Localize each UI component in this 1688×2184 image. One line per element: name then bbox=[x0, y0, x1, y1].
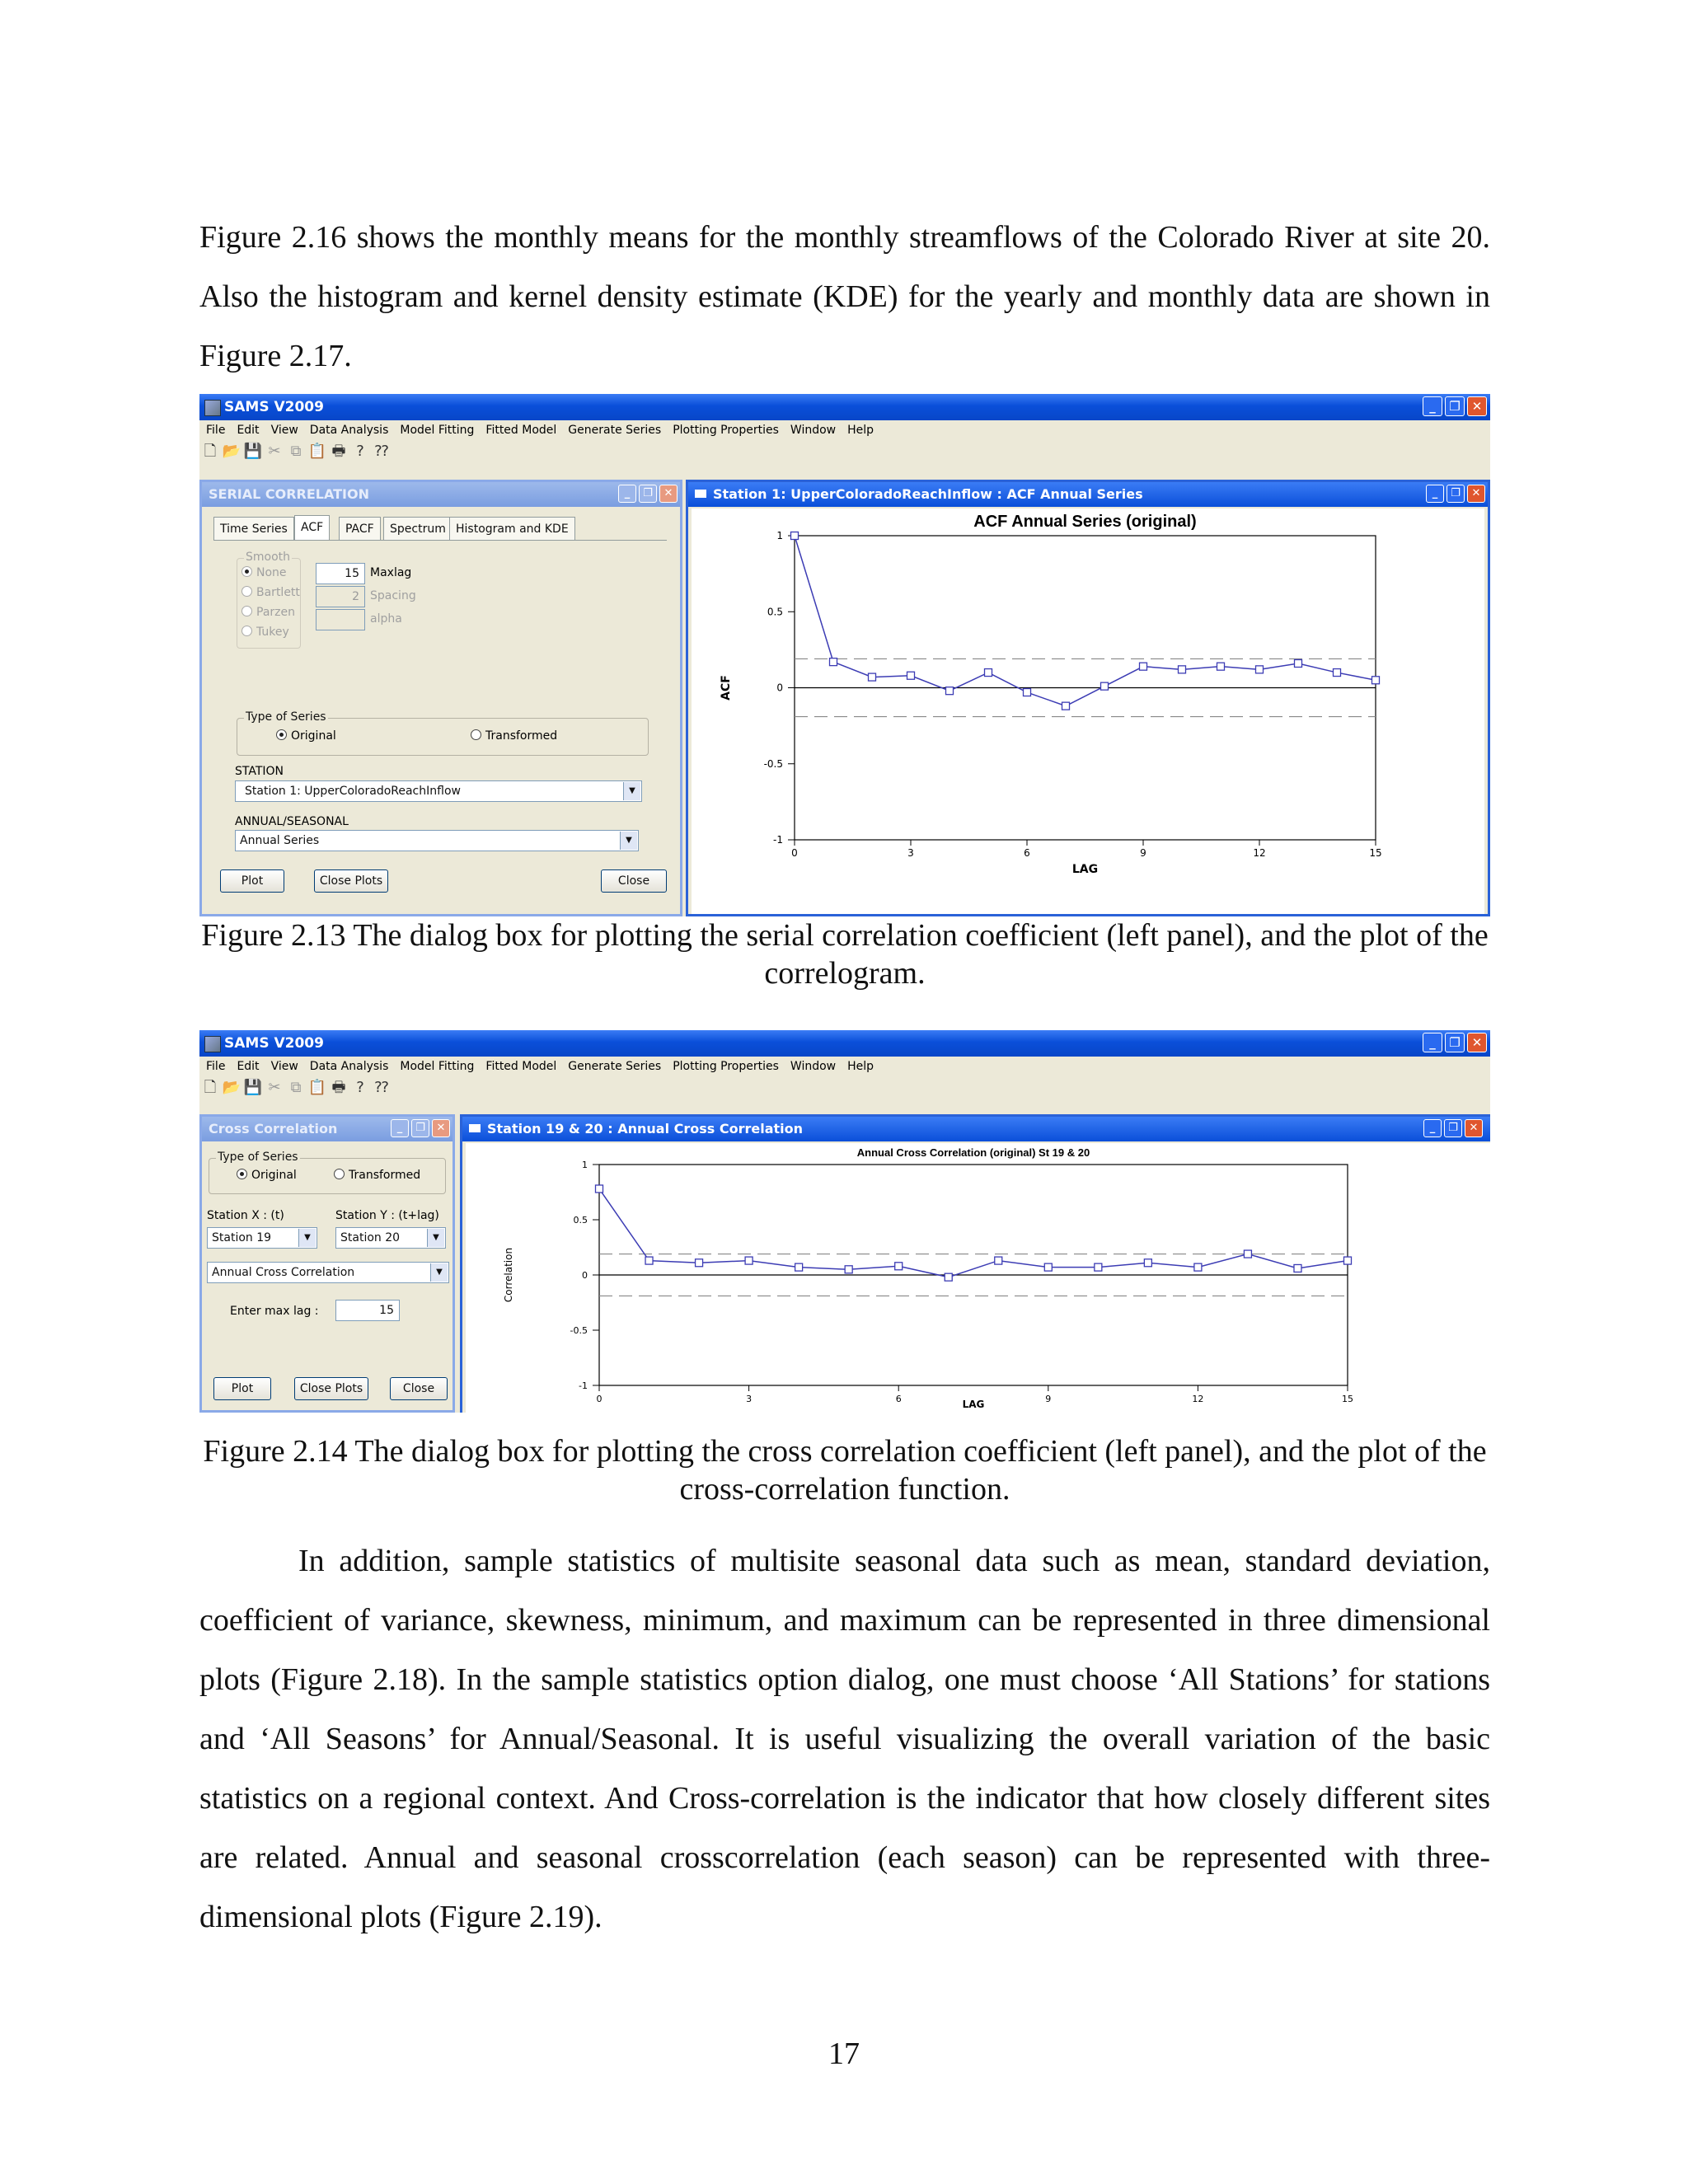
y-tick-label: -0.5 bbox=[763, 757, 783, 770]
dialog-title: SERIAL CORRELATION bbox=[209, 486, 369, 502]
x-tick-label: 6 bbox=[1024, 847, 1030, 859]
app-title: SAMS V2009 bbox=[224, 1035, 324, 1052]
tab-spectrum[interactable]: Spectrum bbox=[383, 517, 452, 540]
app-titlebar bbox=[199, 394, 1490, 420]
paste-icon[interactable]: 📋 bbox=[307, 443, 327, 460]
save-icon[interactable]: 💾 bbox=[243, 1079, 263, 1096]
cut-icon[interactable]: ✂ bbox=[268, 1079, 281, 1096]
chart-title: ACF Annual Series (original) bbox=[973, 513, 1197, 531]
menu-generate-series[interactable]: Generate Series bbox=[568, 1060, 662, 1073]
acf-chart-area bbox=[692, 509, 1484, 914]
alpha-input[interactable] bbox=[316, 609, 365, 630]
menu-model-fitting[interactable]: Model Fitting bbox=[400, 1060, 475, 1073]
transformed-label: Transformed bbox=[485, 729, 558, 743]
type-of-series-label: Type of Series bbox=[246, 710, 326, 724]
smooth-tukey-radio[interactable] bbox=[241, 626, 289, 639]
x-tick-label: 3 bbox=[907, 847, 914, 859]
dialog-title: Cross Correlation bbox=[209, 1121, 338, 1137]
data-point bbox=[1101, 682, 1109, 690]
close-icon[interactable]: ✕ bbox=[1467, 485, 1485, 503]
dialog-tabs bbox=[213, 517, 667, 541]
menu-fitted-model[interactable]: Fitted Model bbox=[485, 1060, 557, 1073]
restore-icon[interactable]: ❐ bbox=[639, 485, 657, 503]
y-tick-label: 1 bbox=[776, 530, 783, 541]
paragraph-statistics: In addition, sample statistics of multisite seasonal data such as mean, standard deviation, coefficient of variance, skewness, minimum, and maximum can be represented in three dimensional plots (Figure 2.18). In the sample statistics option dialog, one must choose ‘All Stations’ for stations and ‘All Seasons’ for Annual/Seasonal. It is useful visualizing the overall variation of the basic statistics on a regional context. And Cross-correlation is the indicator that how closely different sites are related. Annual and seasonal crosscorrelation (each season) can be represented with three-dimensional plots (Figure 2.19). bbox=[199, 1544, 1490, 1934]
cross-correlation-chart bbox=[466, 1143, 1490, 1413]
data-point bbox=[1294, 1264, 1301, 1272]
season-select[interactable] bbox=[235, 830, 639, 851]
data-point bbox=[795, 1263, 803, 1271]
acf-plot-window bbox=[686, 480, 1490, 916]
cross-correlation-chart-area bbox=[466, 1143, 1490, 1413]
x-tick-label: 15 bbox=[1369, 847, 1382, 859]
menu-data-analysis[interactable]: Data Analysis bbox=[309, 1060, 389, 1073]
series-select-value: Annual Cross Correlation bbox=[212, 1266, 355, 1279]
restore-icon[interactable]: ❐ bbox=[411, 1119, 429, 1137]
page-number: 17 bbox=[828, 2036, 860, 2071]
print-icon[interactable]: 🖶 bbox=[331, 443, 346, 460]
menu-fitted-model[interactable]: Fitted Model bbox=[485, 424, 557, 437]
new-file-icon[interactable]: 🗋 bbox=[204, 1079, 217, 1096]
chevron-down-icon[interactable]: ▼ bbox=[620, 832, 637, 850]
data-point bbox=[907, 672, 915, 679]
chevron-down-icon[interactable]: ▼ bbox=[623, 782, 640, 800]
menu-help[interactable]: Help bbox=[847, 424, 874, 437]
context-help-icon[interactable]: ⁇ bbox=[374, 443, 389, 460]
tab-time-series[interactable]: Time Series bbox=[213, 517, 294, 540]
close-button[interactable]: Close bbox=[390, 1377, 448, 1400]
y-tick-label: 1 bbox=[582, 1160, 588, 1170]
app-title: SAMS V2009 bbox=[224, 399, 324, 415]
y-tick-label: -1 bbox=[579, 1380, 588, 1391]
data-point bbox=[1256, 666, 1264, 673]
tab-divider bbox=[213, 540, 667, 541]
close-icon[interactable]: ✕ bbox=[1467, 1033, 1487, 1052]
close-button[interactable]: Close bbox=[601, 869, 667, 893]
data-point bbox=[1044, 1263, 1052, 1271]
x-axis-label: LAG bbox=[1071, 863, 1099, 876]
menu-plotting-properties[interactable]: Plotting Properties bbox=[673, 424, 779, 437]
data-point bbox=[946, 687, 954, 695]
x-tick-label: 12 bbox=[1253, 847, 1266, 859]
x-tick-label: 6 bbox=[895, 1394, 902, 1404]
window-icon bbox=[469, 1124, 481, 1132]
y-tick-label: -0.5 bbox=[570, 1325, 588, 1336]
window-icon bbox=[695, 490, 706, 498]
app-titlebar bbox=[199, 1030, 1490, 1057]
y-tick-label: 0 bbox=[776, 682, 783, 694]
original-label: Original bbox=[251, 1169, 297, 1182]
open-folder-icon[interactable]: 📂 bbox=[222, 443, 241, 460]
data-point bbox=[645, 1257, 653, 1264]
menu-help[interactable]: Help bbox=[847, 1060, 874, 1073]
smooth-bartlett-label: Bartlett bbox=[256, 586, 300, 599]
x-tick-label: 9 bbox=[1140, 847, 1146, 859]
menu-window[interactable]: Window bbox=[790, 1060, 837, 1073]
x-tick-label: 15 bbox=[1342, 1394, 1353, 1404]
toolbar bbox=[199, 1076, 1490, 1099]
print-icon[interactable]: 🖶 bbox=[331, 1079, 346, 1096]
data-point bbox=[1295, 659, 1302, 667]
paragraph-intro: Figure 2.16 shows the monthly means for the monthly streamflows of the Colorado River at site 20. Also the histogram and kernel density estimate (KDE) for the yearly and monthly data are shown in Figure 2.17. bbox=[199, 220, 1490, 373]
menu-model-fitting[interactable]: Model Fitting bbox=[400, 424, 475, 437]
app-icon bbox=[204, 400, 221, 416]
menu-view[interactable]: View bbox=[270, 424, 298, 437]
new-file-icon[interactable]: 🗋 bbox=[204, 443, 217, 460]
menu-data-analysis[interactable]: Data Analysis bbox=[309, 424, 389, 437]
maxlag-label: Maxlag bbox=[370, 566, 412, 579]
x-tick-label: 9 bbox=[1045, 1394, 1052, 1404]
smooth-tukey-label: Tukey bbox=[256, 626, 289, 639]
menu-edit[interactable]: Edit bbox=[237, 424, 260, 437]
app-icon bbox=[204, 1036, 221, 1052]
station-select[interactable] bbox=[235, 780, 642, 802]
original-label: Original bbox=[291, 729, 336, 743]
smooth-none-radio[interactable] bbox=[241, 566, 287, 579]
data-point bbox=[995, 1257, 1002, 1264]
chevron-down-icon[interactable]: ▼ bbox=[430, 1263, 448, 1282]
station-x-select[interactable] bbox=[207, 1227, 317, 1249]
y-tick-label: -1 bbox=[773, 834, 783, 846]
minimize-icon[interactable]: _ bbox=[1423, 1033, 1442, 1052]
help-icon[interactable]: ? bbox=[356, 443, 364, 460]
smooth-parzen-label: Parzen bbox=[256, 606, 295, 619]
serial-correlation-dialog bbox=[199, 480, 682, 916]
menu-window[interactable]: Window bbox=[790, 424, 837, 437]
station-y-select[interactable] bbox=[335, 1227, 446, 1249]
y-tick-label: 0.5 bbox=[767, 606, 783, 618]
transformed-label: Transformed bbox=[349, 1169, 421, 1182]
y-axis-label: ACF bbox=[720, 675, 733, 701]
menubar bbox=[199, 420, 1490, 440]
annual-seasonal-label: ANNUAL/SEASONAL bbox=[235, 815, 349, 828]
alpha-label: alpha bbox=[370, 612, 402, 626]
data-point bbox=[1024, 689, 1031, 696]
data-point bbox=[1179, 666, 1186, 673]
x-tick-label: 3 bbox=[746, 1394, 753, 1404]
x-tick-label: 12 bbox=[1192, 1394, 1204, 1404]
smooth-none-label: None bbox=[256, 566, 287, 579]
close-icon[interactable]: ✕ bbox=[1465, 1119, 1483, 1137]
cut-icon[interactable]: ✂ bbox=[268, 443, 281, 460]
plot-window-title: Station 1: UpperColoradoReachInflow : ACF Annual Series bbox=[713, 486, 1143, 502]
transformed-radio[interactable] bbox=[471, 729, 557, 743]
data-point bbox=[696, 1259, 703, 1267]
station-select-value: Station 1: UpperColoradoReachInflow bbox=[245, 785, 461, 798]
toolbar bbox=[199, 440, 1490, 463]
data-point bbox=[869, 673, 876, 681]
spacing-input[interactable]: 2 bbox=[316, 586, 365, 607]
minimize-icon[interactable]: _ bbox=[1423, 396, 1442, 416]
season-select-value: Annual Series bbox=[240, 834, 320, 847]
transformed-radio[interactable] bbox=[334, 1169, 420, 1182]
chevron-down-icon[interactable]: ▼ bbox=[427, 1229, 444, 1247]
data-point bbox=[791, 532, 799, 540]
data-point bbox=[1334, 669, 1341, 677]
type-of-series-label: Type of Series bbox=[218, 1151, 298, 1164]
minimize-icon[interactable]: _ bbox=[1423, 1119, 1442, 1137]
data-point bbox=[1140, 663, 1147, 670]
open-folder-icon[interactable]: 📂 bbox=[222, 1079, 241, 1096]
minimize-icon[interactable]: _ bbox=[391, 1119, 409, 1137]
station-x-label: Station X : (t) bbox=[207, 1209, 284, 1222]
close-icon[interactable]: ✕ bbox=[432, 1119, 450, 1137]
close-icon[interactable]: ✕ bbox=[659, 485, 678, 503]
chevron-down-icon[interactable]: ▼ bbox=[298, 1229, 316, 1247]
help-icon[interactable]: ? bbox=[356, 1079, 364, 1096]
data-point bbox=[1217, 663, 1225, 670]
save-icon[interactable]: 💾 bbox=[243, 443, 263, 460]
tab-histogram-kde[interactable]: Histogram and KDE bbox=[449, 517, 575, 540]
data-point bbox=[745, 1257, 753, 1264]
x-axis-label: LAG bbox=[962, 1399, 985, 1410]
maxlag-input[interactable]: 15 bbox=[316, 563, 365, 584]
data-point bbox=[1244, 1250, 1251, 1258]
series-line bbox=[795, 536, 1376, 706]
tab-pacf[interactable]: PACF bbox=[339, 517, 381, 540]
screenshot-serial-correlation bbox=[199, 394, 1490, 916]
smooth-bartlett-radio[interactable] bbox=[241, 586, 300, 599]
y-tick-label: 0.5 bbox=[573, 1215, 588, 1226]
menu-edit[interactable]: Edit bbox=[237, 1060, 260, 1073]
menu-generate-series[interactable]: Generate Series bbox=[568, 424, 662, 437]
restore-icon[interactable]: ❐ bbox=[1445, 1033, 1465, 1052]
data-point bbox=[895, 1263, 903, 1270]
data-point bbox=[1144, 1259, 1151, 1267]
data-point bbox=[596, 1185, 603, 1193]
cross-correlation-dialog bbox=[199, 1114, 455, 1413]
figure-caption-2-13: Figure 2.13 The dialog box for plotting the serial correlation coefficient (left panel), and the plot of the correlogram. bbox=[201, 918, 1489, 991]
restore-icon[interactable]: ❐ bbox=[1444, 1119, 1462, 1137]
data-point bbox=[845, 1266, 852, 1273]
spacing-label: Spacing bbox=[370, 589, 416, 602]
menu-view[interactable]: View bbox=[270, 1060, 298, 1073]
close-plots-button[interactable]: Close Plots bbox=[314, 869, 388, 893]
original-radio[interactable] bbox=[276, 729, 336, 743]
plot-window-titlebar bbox=[462, 1117, 1490, 1141]
series-select[interactable] bbox=[207, 1262, 449, 1283]
y-tick-label: 0 bbox=[582, 1270, 588, 1281]
data-point bbox=[985, 669, 992, 677]
station-y-value: Station 20 bbox=[340, 1231, 401, 1244]
smooth-group-label: Smooth bbox=[246, 551, 291, 564]
context-help-icon[interactable]: ⁇ bbox=[374, 1079, 389, 1096]
cross-correlation-plot-window bbox=[460, 1114, 1490, 1413]
data-point bbox=[1062, 702, 1070, 710]
data-point bbox=[1344, 1257, 1352, 1264]
chart-title: Annual Cross Correlation (original) St 19 & 20 bbox=[856, 1146, 1090, 1159]
series-line bbox=[599, 1188, 1348, 1277]
minimize-icon[interactable]: _ bbox=[1426, 485, 1444, 503]
plot-button[interactable]: Plot bbox=[213, 1377, 271, 1400]
data-point bbox=[1194, 1263, 1202, 1271]
station-y-label: Station Y : (t+lag) bbox=[335, 1209, 439, 1222]
screenshot-cross-correlation bbox=[199, 1030, 1490, 1413]
tab-acf[interactable]: ACF bbox=[294, 515, 330, 540]
menu-plotting-properties[interactable]: Plotting Properties bbox=[673, 1060, 779, 1073]
copy-icon[interactable]: ⧉ bbox=[290, 443, 302, 460]
data-point bbox=[830, 658, 837, 666]
x-tick-label: 0 bbox=[791, 847, 798, 859]
y-axis-label: Correlation bbox=[503, 1247, 514, 1303]
close-plots-button[interactable]: Close Plots bbox=[294, 1377, 368, 1400]
x-tick-label: 0 bbox=[596, 1394, 603, 1404]
menu-file[interactable]: File bbox=[206, 1060, 226, 1073]
dialog-titlebar bbox=[202, 1117, 452, 1141]
original-radio[interactable] bbox=[237, 1169, 297, 1182]
station-x-value: Station 19 bbox=[212, 1231, 272, 1244]
max-lag-input[interactable]: 15 bbox=[335, 1300, 400, 1321]
data-point bbox=[1372, 677, 1380, 684]
smooth-parzen-radio[interactable] bbox=[241, 606, 295, 619]
restore-icon[interactable]: ❐ bbox=[1447, 485, 1465, 503]
figure-caption-2-14: Figure 2.14 The dialog box for plotting the cross correlation coefficient (left panel), and the plot of the cross-correlation function. bbox=[203, 1434, 1487, 1507]
plot-button[interactable]: Plot bbox=[220, 869, 284, 893]
max-lag-label: Enter max lag : bbox=[230, 1305, 319, 1318]
data-point bbox=[945, 1273, 952, 1281]
station-label: STATION bbox=[235, 765, 284, 778]
paste-icon[interactable]: 📋 bbox=[307, 1079, 327, 1096]
close-icon[interactable]: ✕ bbox=[1467, 396, 1487, 416]
minimize-icon[interactable]: _ bbox=[618, 485, 636, 503]
menubar bbox=[199, 1057, 1490, 1076]
restore-icon[interactable]: ❐ bbox=[1445, 396, 1465, 416]
menu-file[interactable]: File bbox=[206, 424, 226, 437]
dialog-titlebar bbox=[202, 482, 680, 507]
plot-window-title: Station 19 & 20 : Annual Cross Correlation bbox=[487, 1121, 804, 1137]
copy-icon[interactable]: ⧉ bbox=[290, 1079, 302, 1096]
plot-window-titlebar bbox=[688, 482, 1488, 507]
acf-chart bbox=[692, 509, 1484, 914]
data-point bbox=[1095, 1263, 1102, 1271]
